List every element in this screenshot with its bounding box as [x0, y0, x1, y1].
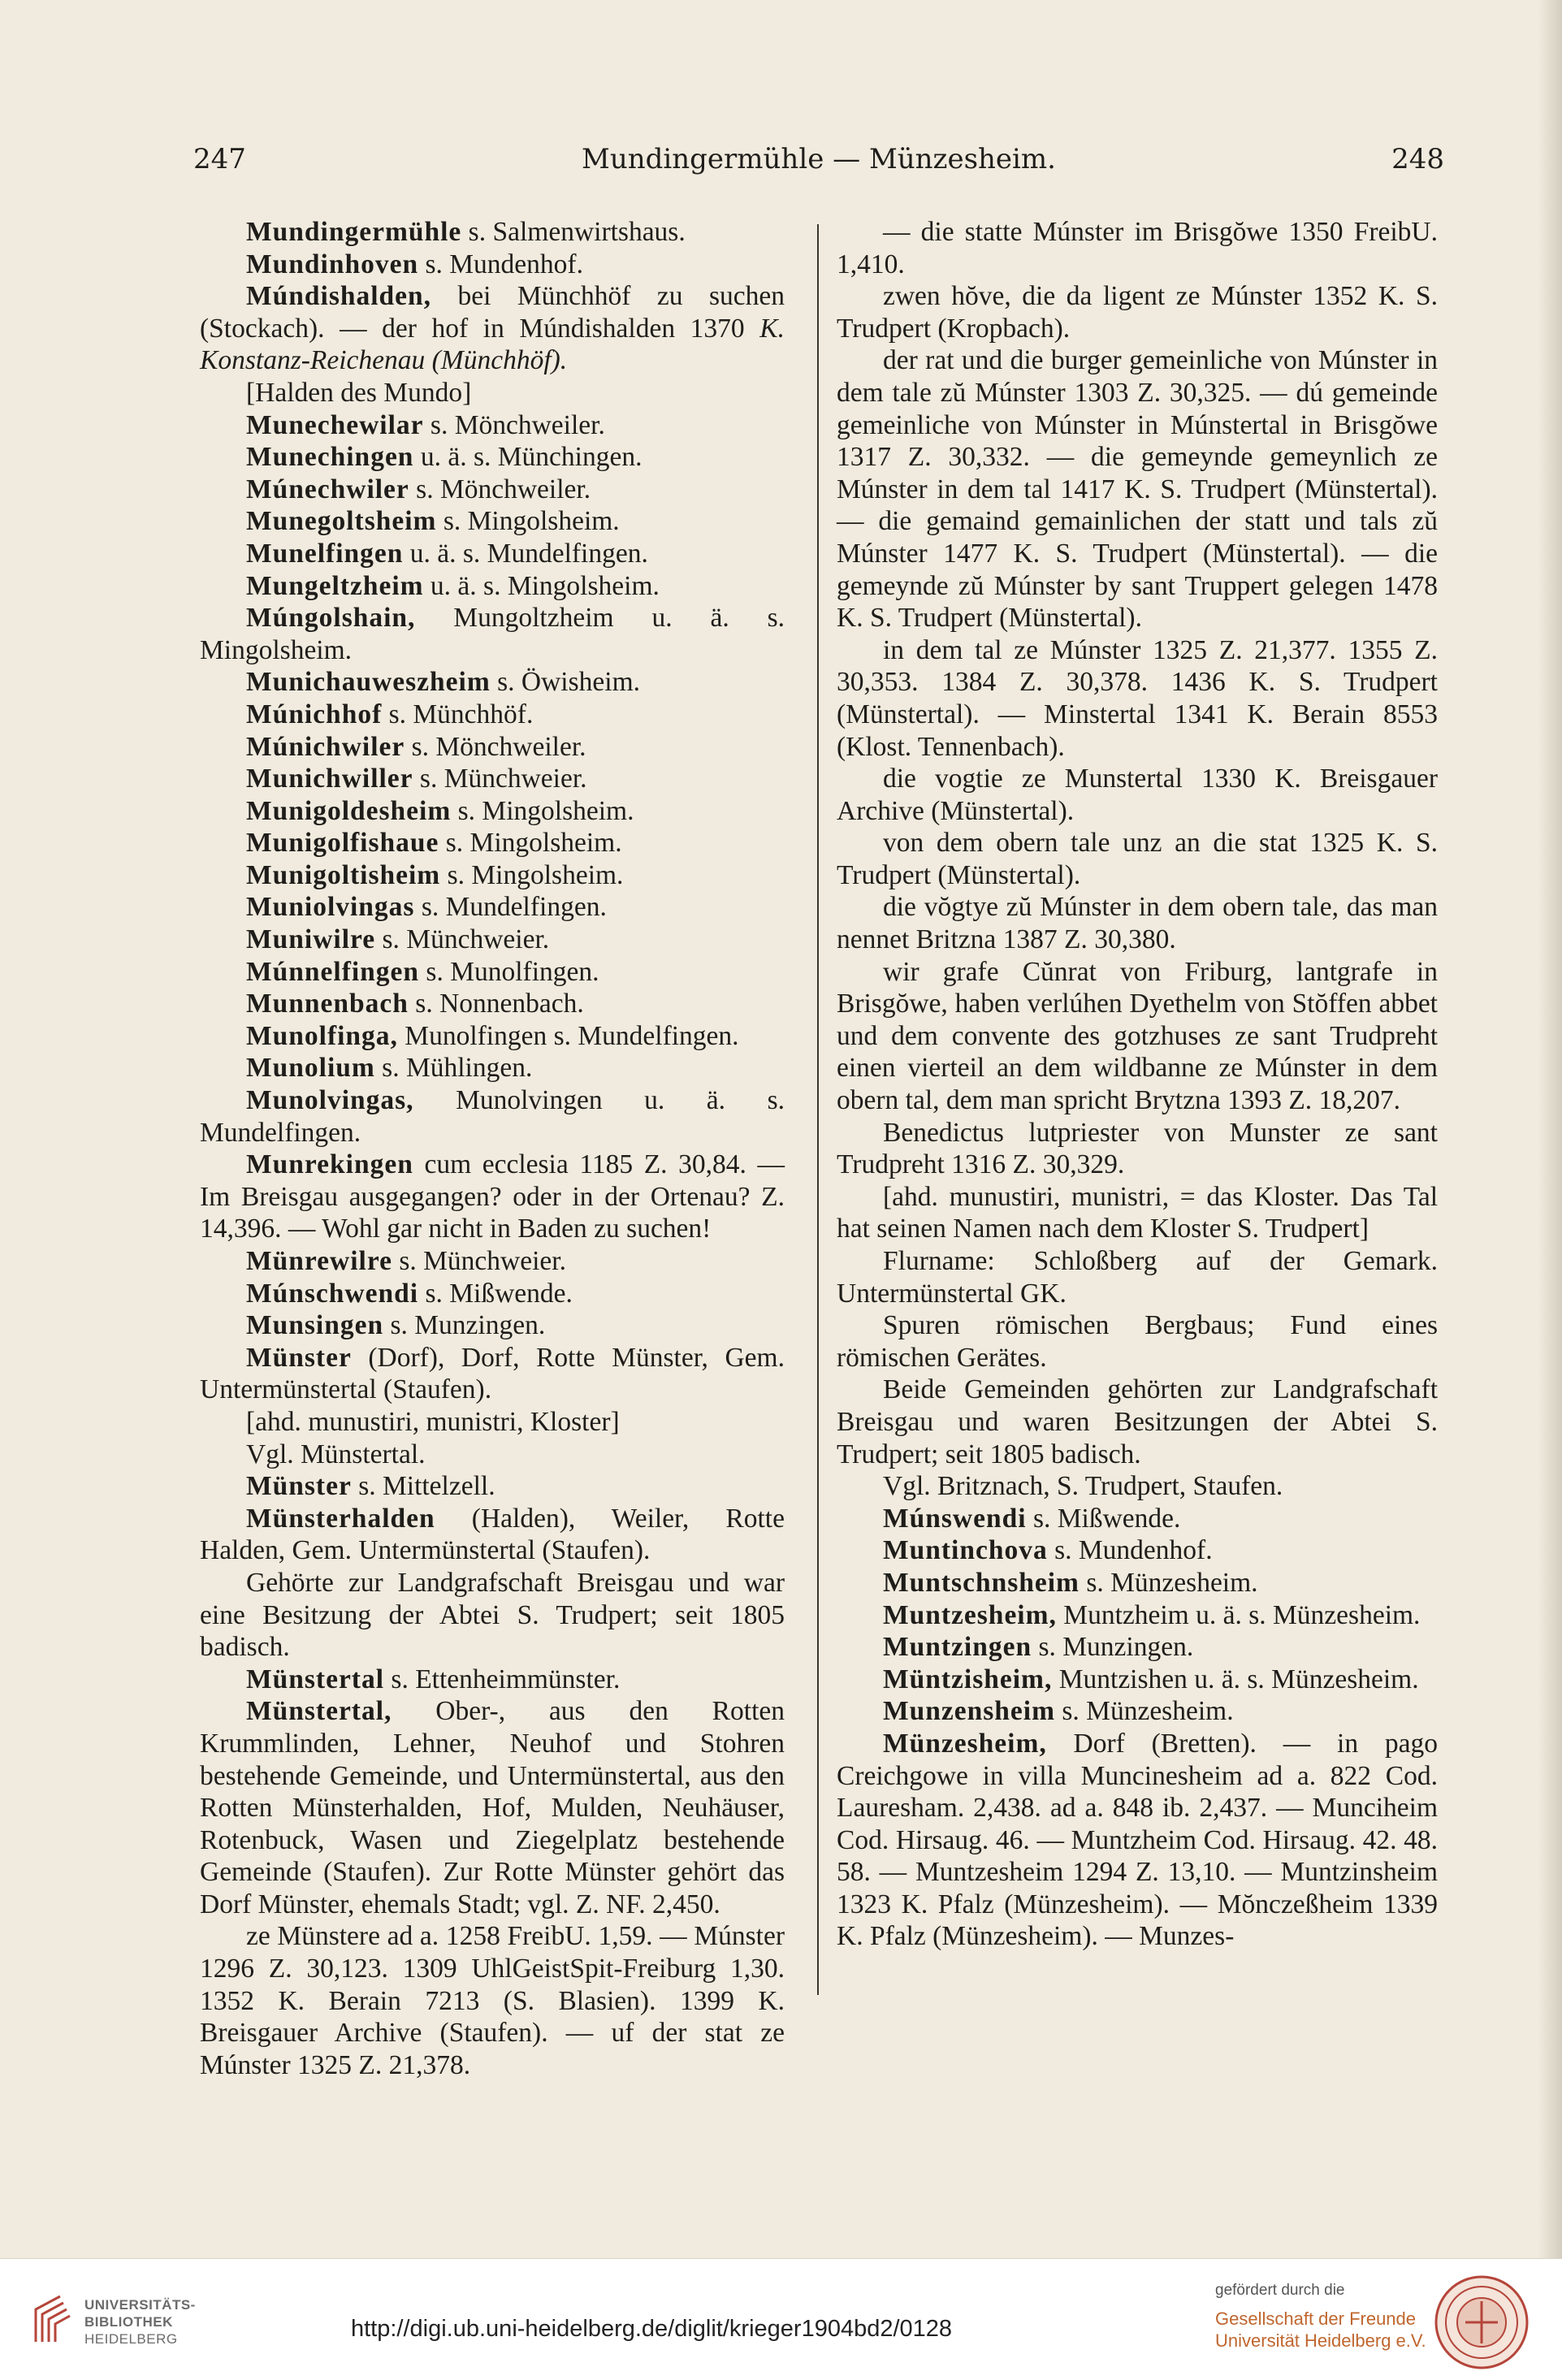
- dictionary-entry: Spuren römischen Bergbaus; Fund eines römischen Gerätes.: [837, 1310, 1438, 1373]
- entry-headword: Múnswendi: [883, 1503, 1027, 1534]
- dictionary-entry: von dem obern tale unz an die stat 1325 K. S. Trudpert (Münstertal).: [837, 828, 1438, 890]
- entry-text: (Dorf), Dorf, Rotte Münster, Gem. Untermünstertal (Staufen).: [200, 1342, 785, 1405]
- dictionary-entry: Benedictus lutpriester von Munster ze sant Trudpreht 1316 Z. 30,329.: [837, 1117, 1438, 1180]
- dictionary-entry: [200, 1503, 785, 1567]
- entry-text: s. Mingolsheim.: [436, 506, 620, 537]
- entry-text: s. Mönchweiler.: [423, 409, 605, 440]
- dictionary-entry: [200, 216, 785, 249]
- entry-text: s. Mingolsheim.: [439, 828, 622, 859]
- dictionary-entry: Flurname: Schloßberg auf der Gemark. Untermünstertal GK.: [837, 1246, 1438, 1309]
- dictionary-entry: [200, 859, 785, 892]
- dictionary-entry: [200, 699, 785, 731]
- entry-text: s. Mönchweiler.: [409, 474, 591, 504]
- entry-headword: Munechingen: [246, 442, 414, 473]
- entry-text: Gehörte zur Landgrafschaft Breisgau und war eine Besitzung der Abtei S. Trudpert; seit 1805 badisch.: [200, 1567, 785, 1663]
- dictionary-entry: — die statte Múnster im Brisgŏwe 1350 FreibU. 1,410.: [837, 217, 1438, 279]
- entry-text: s. Mingolsheim.: [440, 859, 624, 890]
- entry-headword: Munzensheim: [883, 1696, 1055, 1727]
- dictionary-entry: Vgl. Britznach, S. Trudpert, Staufen.: [883, 1471, 1283, 1502]
- dictionary-entry: [200, 988, 785, 1020]
- entry-text: s. Münchhöf.: [382, 699, 534, 729]
- entry-headword: Müntzisheim,: [883, 1664, 1053, 1694]
- dictionary-entry: [200, 249, 785, 281]
- library-logo-icon: [28, 2291, 76, 2350]
- entry-headword: Munigoltisheim: [246, 859, 441, 890]
- entry-text: Vgl. Münstertal.: [246, 1439, 426, 1469]
- entry-headword: Muntzesheim,: [883, 1599, 1057, 1630]
- entry-headword: Munigoldesheim: [246, 795, 452, 826]
- entry-text: s. Munzingen.: [383, 1310, 546, 1341]
- entry-headword: Munechewilar: [246, 409, 424, 440]
- entry-text: s. Mundelfingen.: [414, 892, 607, 923]
- entry-headword: Muniolvingas: [246, 892, 415, 923]
- entry-headword: Munichauweszheim: [246, 667, 491, 698]
- entry-headword: Mundinhoven: [246, 249, 419, 279]
- entry-text: s. Öwisheim.: [490, 667, 640, 698]
- dictionary-entry: [200, 1470, 785, 1503]
- dictionary-entry: [200, 1439, 785, 1471]
- entry-text: s. Mönchweiler.: [405, 731, 586, 762]
- permalink-url[interactable]: http://digi.ub.uni-heidelberg.de/diglit/krieger1904bd2/0128: [351, 2316, 953, 2342]
- entry-headword: Münster: [246, 1342, 352, 1373]
- entry-headword: Munrekingen: [246, 1149, 413, 1180]
- entry-headword: Münrewilre: [246, 1246, 392, 1276]
- dictionary-entry: [200, 1149, 785, 1245]
- dictionary-entry: [200, 441, 785, 474]
- entry-headword: Mundingermühle: [246, 217, 462, 247]
- entry-text: s. Munzingen.: [1032, 1632, 1194, 1663]
- dictionary-entry: [200, 1695, 785, 1920]
- entry-headword: Munigolfishaue: [246, 828, 439, 859]
- entry-text: Ober-, aus den Rotten Krummlinden, Lehner, Neuhof und Stohren bestehende Gemeinde, und Untermünstertal, aus den Rotten Münsterhalden, Hof, Mulden, Neuhäuser, Rotenbuck, Wasen und Ziegelplatz bestehende Gemeinde (Staufen). Zur Rotte Münster gehört das Dorf Münster, ehemals Stadt; vgl. Z. NF. 2,450.: [200, 1696, 785, 1919]
- entry-text: [ahd. munustiri, munistri, Kloster]: [246, 1406, 620, 1437]
- entry-headword: Munolfinga,: [246, 1020, 398, 1051]
- entry-headword: Múndishalden,: [246, 281, 432, 312]
- dictionary-entry: [200, 956, 785, 989]
- entry-headword: Münstertal,: [246, 1696, 392, 1727]
- entry-text: Mungoltzheim u. ä. s. Mingolsheim.: [200, 603, 785, 665]
- entry-headword: Münzesheim,: [883, 1728, 1047, 1759]
- entry-text: (Halden), Weiler, Rotte Halden, Gem. Untermünstertal (Staufen).: [200, 1503, 785, 1566]
- dictionary-entry: [200, 1664, 785, 1696]
- dictionary-entry: [837, 1534, 1438, 1567]
- dictionary-entry: [200, 763, 785, 795]
- dictionary-entry: [837, 1631, 1438, 1664]
- entry-text: s. Mißwende.: [418, 1278, 573, 1309]
- page-edge-shadow: [1538, 0, 1562, 2258]
- running-title: Mundingermühle — Münzesheim.: [582, 143, 1056, 175]
- entry-text: s. Mißwende.: [1026, 1503, 1181, 1534]
- entry-text: s. Mundenhof.: [418, 249, 583, 279]
- entry-text: s. Mundenhof.: [1047, 1535, 1213, 1566]
- entry-text: s. Salmenwirtshaus.: [461, 217, 686, 247]
- dictionary-entry: [837, 1599, 1438, 1632]
- library-name: UNIVERSITÄTS- BIBLIOTHEK HEIDELBERG: [84, 2297, 196, 2347]
- entry-text: s. Münzesheim.: [1079, 1567, 1258, 1598]
- entry-text: bei Münchhöf zu suchen (Stockach). — der hof in Múndishalden 1370: [200, 281, 785, 344]
- entry-text: Munolfingen s. Mundelfingen.: [397, 1020, 739, 1051]
- entry-text: s. Munolfingen.: [419, 956, 599, 987]
- entry-headword: Muntschnsheim: [883, 1567, 1080, 1598]
- entry-text: Muntzheim u. ä. s. Münzesheim.: [1056, 1599, 1421, 1630]
- dictionary-entry: [200, 1052, 785, 1084]
- dictionary-entry: [ahd. munustiri, munistri, = das Kloster. Das Tal hat seinen Namen nach dem Kloster S. Trudpert]: [837, 1181, 1438, 1244]
- entry-text: s. Ettenheimmünster.: [384, 1664, 621, 1694]
- dictionary-entry: [200, 666, 785, 699]
- dictionary-entry: die vogtie ze Munstertal 1330 K. Breisgauer Archive (Münstertal).: [837, 764, 1438, 826]
- dictionary-entry: [200, 1309, 785, 1342]
- dictionary-entry: [200, 1245, 785, 1278]
- entry-headword: Muniwilre: [246, 924, 376, 955]
- university-seal-icon: [1433, 2274, 1530, 2371]
- running-header: [193, 143, 1444, 188]
- dictionary-entry: [200, 1920, 785, 2081]
- left-column: [200, 216, 785, 2081]
- entry-headword: Munnenbach: [246, 989, 409, 1019]
- dictionary-entry: Beide Gemeinden gehörten zur Landgrafschaft Breisgau und waren Besitzungen der Abtei S. Trudpert; seit 1805 badisch.: [837, 1374, 1438, 1469]
- dictionary-entry: [200, 731, 785, 764]
- entry-headword: Munolvingas,: [246, 1085, 414, 1116]
- page-number-left: 247: [193, 143, 246, 175]
- entry-headword: Múnichhof: [246, 699, 383, 729]
- dictionary-entry: zwen hŏve, die da ligent ze Múnster 1352 K. S. Trudpert (Kropbach).: [837, 281, 1438, 344]
- dictionary-entry: [200, 891, 785, 924]
- dictionary-entry: [200, 1020, 785, 1053]
- dictionary-entry: [200, 602, 785, 666]
- entry-headword: Münsterhalden: [246, 1503, 435, 1534]
- entry-headword: Múnschwendi: [246, 1278, 419, 1309]
- dictionary-entry: [837, 1567, 1438, 1599]
- entry-text: cum ecclesia 1185 Z. 30,84. — Im Breisgau ausgegangen? oder in der Ortenau? Z. 14,396. — Wohl gar nicht in Baden zu suchen!: [200, 1149, 785, 1244]
- dictionary-entry: [200, 505, 785, 538]
- entry-headword: Múnechwiler: [246, 474, 409, 504]
- dictionary-entry: in dem tal ze Múnster 1325 Z. 21,377. 1355 Z. 30,353. 1384 Z. 30,378. 1436 K. S. Trudpert (Münstertal). — Minstertal 1341 K. Berain 8553 (Klost. Tennenbach).: [837, 634, 1438, 762]
- entry-headword: Munolium: [246, 1053, 375, 1084]
- entry-text: s. Münzesheim.: [1055, 1696, 1234, 1727]
- dictionary-entry: [200, 795, 785, 828]
- column-divider: [817, 224, 819, 1995]
- entry-headword: Múngolshain,: [246, 603, 416, 634]
- entry-text: s. Nonnenbach.: [408, 989, 584, 1019]
- entry-headword: Muntzingen: [883, 1632, 1032, 1663]
- entry-headword: Mungeltzheim: [246, 570, 424, 601]
- dictionary-entry: [200, 570, 785, 603]
- entry-text: u. ä. s. Mundelfingen.: [403, 538, 648, 569]
- entry-headword: Munichwiller: [246, 764, 413, 794]
- entry-text: u. ä. s. Mingolsheim.: [423, 570, 660, 601]
- entry-headword: Münster: [246, 1471, 352, 1502]
- sponsor-block: gefördert durch die Gesellschaft der Freunde Universität Heidelberg e.V.: [1215, 2282, 1426, 2351]
- dictionary-entry: [200, 1084, 785, 1149]
- entry-text: s. Mühlingen.: [374, 1053, 533, 1084]
- entry-headword: Munelfingen: [246, 538, 404, 569]
- entry-text: s. Münchweier.: [392, 1246, 566, 1276]
- dictionary-entry: [200, 474, 785, 506]
- dictionary-entry: [837, 1503, 1438, 1535]
- entry-headword: Münstertal: [246, 1664, 385, 1694]
- entry-text: s. Münchweier.: [413, 764, 587, 794]
- entry-text: s. Münchweier.: [375, 924, 550, 955]
- entry-source: K. Konstanz-Reichenau (Münchhöf).: [200, 313, 785, 376]
- dictionary-entry: [200, 1278, 785, 1310]
- entry-headword: Munegoltsheim: [246, 506, 437, 537]
- entry-text: [Halden des Mundo]: [246, 377, 472, 408]
- dictionary-entry: [200, 1342, 785, 1406]
- right-column: [837, 216, 1438, 1953]
- page-number-right: 248: [1391, 143, 1444, 175]
- entry-text: Dorf (Bretten). — in pago Creichgowe in villa Muncinesheim ad a. 822 Cod. Lauresham. 2,438. ad a. 848 ib. 2,437. — Munciheim Cod. Hirsaug. 46. — Muntzheim Cod. Hirsaug. 42. 48. 58. — Muntzesheim 1294 Z. 13,10. — Muntzinsheim 1323 K. Pfalz (Münzesheim). — Mŏnczeßheim 1339 K. Pfalz (Münzesheim). — Munzes-: [837, 1728, 1438, 1952]
- dictionary-entry: [200, 827, 785, 859]
- entry-text: s. Mingolsheim.: [451, 795, 634, 826]
- footer-bar: [0, 2258, 1562, 2380]
- entry-text: Muntzishen u. ä. s. Münzesheim.: [1052, 1664, 1419, 1694]
- entry-text: u. ä. s. Münchingen.: [413, 442, 643, 473]
- dictionary-entry: [200, 538, 785, 570]
- dictionary-entry: wir grafe Cŭnrat von Friburg, lantgrafe in Brisgŏwe, haben verlúhen Dyethelm von Stŏffen abbet und dem convente des gotzhuses ze sant Trudpreht einen vierteil an dem wildbanne ze Múnster in dem obern tal, dem man spricht Brytzna 1393 Z. 18,207.: [837, 956, 1438, 1116]
- dictionary-entry: [200, 409, 785, 442]
- entry-headword: Munsingen: [246, 1310, 384, 1341]
- entry-headword: Muntinchova: [883, 1535, 1048, 1566]
- dictionary-entry: [837, 1728, 1438, 1953]
- entry-text: ze Münstere ad a. 1258 FreibU. 1,59. — Múnster 1296 Z. 30,123. 1309 UhlGeistSpit-Freiburg 1,30. 1352 K. Berain 7213 (S. Blasien). 1399 K. Breisgauer Archive (Staufen). — uf der stat ze Múnster 1325 Z. 21,378.: [200, 1921, 785, 2080]
- dictionary-entry: [837, 1695, 1438, 1728]
- dictionary-entry: [200, 280, 785, 377]
- entry-text: Munolvingen u. ä. s. Mundelfingen.: [200, 1085, 785, 1148]
- dictionary-entry: [200, 1567, 785, 1664]
- dictionary-entry: [200, 377, 785, 409]
- entry-text: s. Mittelzell.: [351, 1471, 495, 1502]
- dictionary-entry: [837, 1664, 1438, 1696]
- entry-headword: Múnichwiler: [246, 731, 405, 762]
- dictionary-entry: die vŏgtye zŭ Múnster in dem obern tale, das man nennet Britzna 1387 Z. 30,380.: [837, 892, 1438, 955]
- dictionary-entry: [200, 1406, 785, 1439]
- dictionary-entry: der rat und die burger gemeinliche von Múnster in dem tale zŭ Múnster 1303 Z. 30,325. — dú gemeinde gemeinliche von Múnster in Múnstertal in Brisgŏwe 1317 Z. 30,332. — die gemeynde gemeynlich ze Múnster in dem tal 1417 K. S. Trudpert (Münstertal). — die gemaind gemainlichen der statt und tals zŭ Múnster 1477 K. S. Trudpert (Münstertal). — die gemeynde zŭ Múnster by sant Truppert gelegen 1478 K. S. Trudpert (Münstertal).: [837, 345, 1438, 634]
- dictionary-entry: [200, 924, 785, 956]
- entry-headword: Múnnelfingen: [246, 956, 420, 987]
